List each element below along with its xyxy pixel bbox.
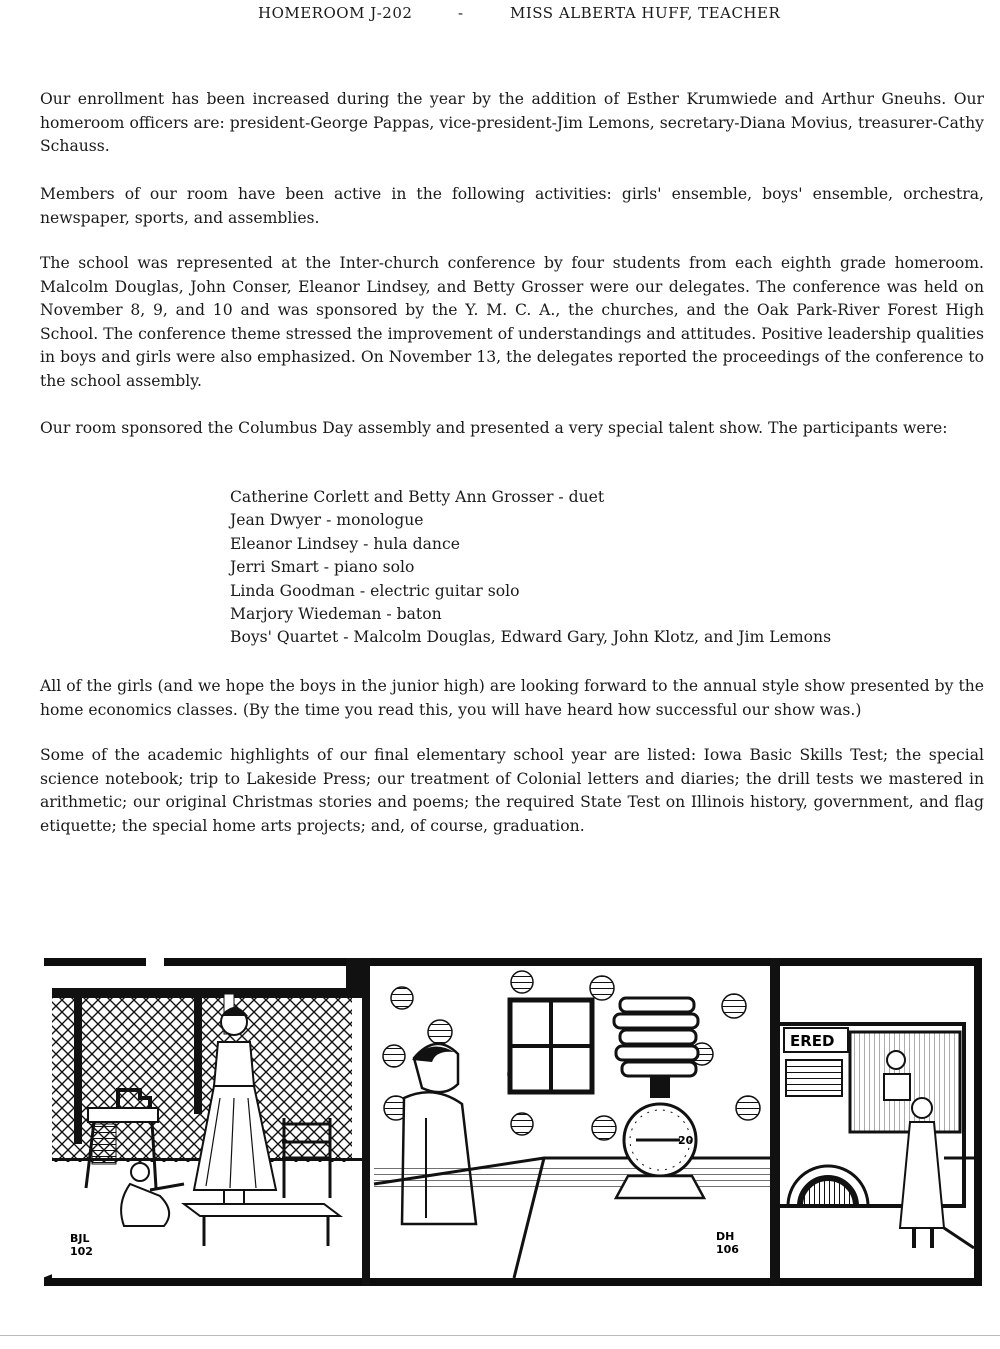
illustration-strip xyxy=(44,958,982,1286)
participants-list xyxy=(230,486,831,650)
paragraph-enrollment: Our enrollment has been increased during the year by the addition of Esther Krumwiede and Arthur Gneuhs. Our homeroom officers are: president-George Pappas, vice-president-Jim Lemons, secretary-Diana Movius, treasurer-Cathy Schauss. xyxy=(40,90,984,155)
window-icon xyxy=(510,1000,592,1092)
scale-reading: 20 xyxy=(678,1134,694,1147)
list-item: Catherine Corlett and Betty Ann Grosser - duet xyxy=(230,488,605,506)
page-bottom-rule xyxy=(0,1335,1000,1336)
paragraph-conference: The school was represented at the Inter-church conference by four students from each eighth grade homeroom. Malcolm Douglas, John Conser, Eleanor Lindsey, and Betty Grosser were our delegates. The conference was held on November 8, 9, and 10 and was sponsored by the Y. M. C. A., the churches, and the Oak Park-River Forest High School. The conference theme stressed the improvement of understandings and attitudes. Positive leadership qualities in boys and girls were also emphasized. On November 13, the delegates reported the proceedings of the conference to the school assembly. xyxy=(40,254,984,390)
list-item: Jerri Smart - piano solo xyxy=(230,558,415,577)
signature-102: 102 xyxy=(70,1245,93,1258)
signature-106: 106 xyxy=(716,1243,739,1256)
list-item: Linda Goodman - electric guitar solo xyxy=(230,581,520,600)
signature-dh: DH xyxy=(716,1230,735,1243)
teacher-label: MISS ALBERTA HUFF, TEACHER xyxy=(510,4,781,22)
book-stack-icon xyxy=(614,998,698,1076)
paragraph-academic-highlights: Some of the academic highlights of our final elementary school year are listed: Iowa Basic Skills Test; the special science notebook; trip to Lakeside Press; our treatment of Colonial letters and diaries; the drill tests we mastered in arithmetic; our original Christmas stories and poems; the required State Test on Illinois history, government, and flag etiquette; the special home arts projects; and, of course, graduation. xyxy=(40,746,984,835)
list-item: Marjory Wiedeman - baton xyxy=(230,605,442,624)
page-header xyxy=(0,4,1000,28)
signature-bjl: BJL xyxy=(70,1232,90,1245)
paragraph-talent-show: Our room sponsored the Columbus Day assembly and presented a very special talent show. The participants were: xyxy=(40,419,948,437)
list-item: Eleanor Lindsey - hula dance xyxy=(230,534,460,553)
homeroom-label: HOMEROOM J-202 xyxy=(258,4,413,22)
list-item: Jean Dwyer - monologue xyxy=(230,511,424,530)
panel-sewing-room xyxy=(52,966,364,1278)
header-separator: - xyxy=(458,4,464,22)
bus-sign: ERED xyxy=(790,1032,835,1050)
paragraph-activities: Members of our room have been active in the following activities: girls' ensemble, boys' ensemble, orchestra, newspaper, sports, and assemblies. xyxy=(40,185,984,227)
panel-science-room xyxy=(370,966,772,1278)
list-item: Boys' Quartet - Malcolm Douglas, Edward Gary, John Klotz, and Jim Lemons xyxy=(230,628,832,647)
paragraph-style-show: All of the girls (and we hope the boys in the junior high) are looking forward to the annual style show presented by the home economics classes. (By the time you read this, you will have heard how successful our show was.) xyxy=(40,677,984,719)
panel-bus-scene xyxy=(780,966,974,1278)
